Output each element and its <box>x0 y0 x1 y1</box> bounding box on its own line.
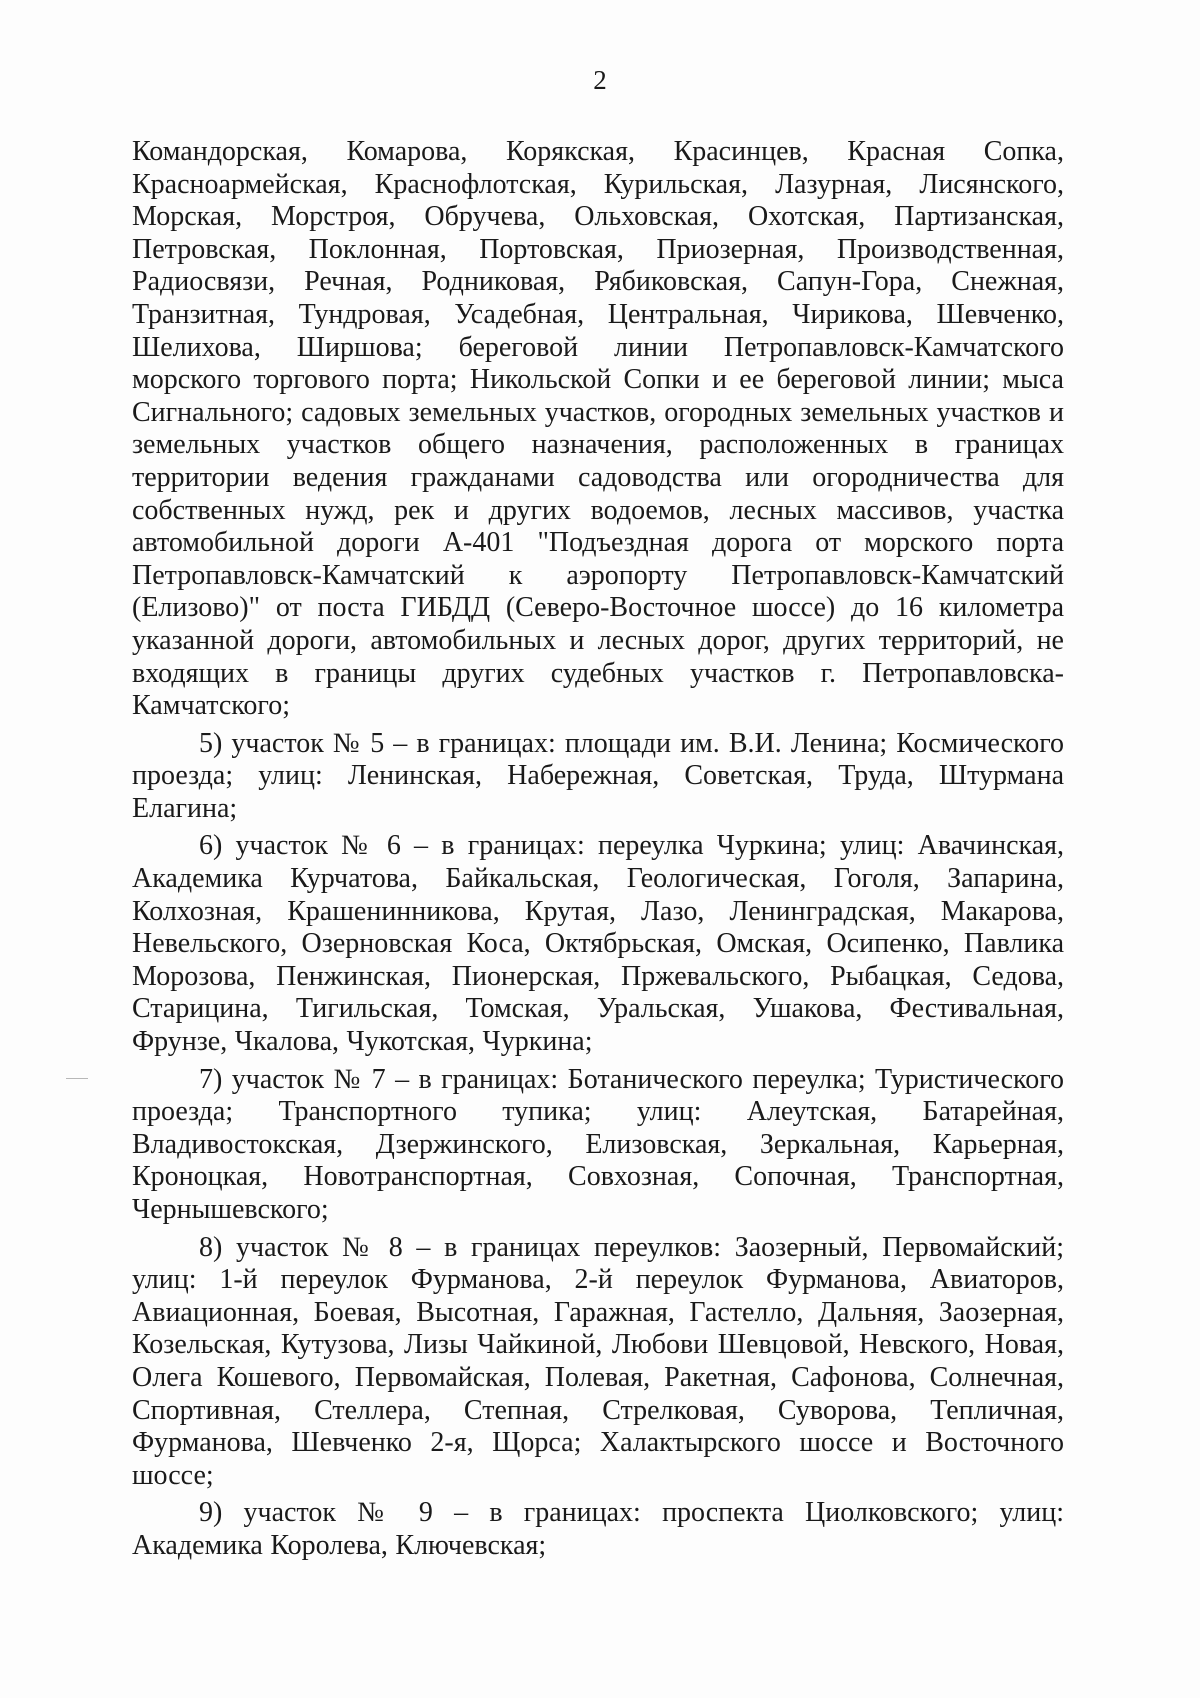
paragraph-district-8: 8) участок № 8 – в границах переулков: Заозерный, Первомайский; улиц: 1-й переулок Фурманова, 2-й переулок Фурманова, Авиаторов, Авиационная, Боевая, Высотная, Гаражная, Гастелло, Дальняя, Заозерная, Козельская, Кутузова, Лизы Чайкиной, Любови Шевцовой, Невского, Новая, Олега Кошевого, Первомайская, Полевая, Ракетная, Сафонова, Солнечная, Спортивная, Стеллера, Степная, Стрелковая, Суворова, Тепличная, Фурманова, Шевченко 2-я, Щорса; Халактырского шоссе и Восточного шоссе; <box>132 1231 1064 1491</box>
page-number: 2 <box>593 65 607 95</box>
paragraph-district-6: 6) участок № 6 – в границах: переулка Чуркина; улиц: Авачинская, Академика Курчатова, Байкальская, Геологическая, Гоголя, Запарина, Колхозная, Крашенинникова, Крутая, Лазо, Ленинградская, Макарова, Невельского, Озерновская Коса, Октябрьская, Омская, Осипенко, Павлика Морозова, Пенжинская, Пионерская, Пржевальского, Рыбацкая, Седова, Старицина, Тигильская, Томская, Уральская, Ушакова, Фестивальная, Фрунзе, Чкалова, Чукотская, Чуркина; <box>132 830 1064 1058</box>
paragraph-district-9: 9) участок № 9 – в границах: проспекта Циолковского; улиц: Академика Королева, Ключевская; <box>132 1497 1064 1561</box>
scan-artifact <box>66 1078 88 1079</box>
document-body <box>132 136 1064 1568</box>
paragraph-district-5: 5) участок № 5 – в границах: площади им. В.И. Ленина; Космического проезда; улиц: Ленинская, Набережная, Советская, Труда, Штурмана Елагина; <box>132 727 1064 824</box>
paragraph-district-7: 7) участок № 7 – в границах: Ботанического переулка; Туристического проезда; Транспортного тупика; улиц: Алеутская, Батарейная, Владивостокская, Дзержинского, Елизовская, Зеркальная, Карьерная, Кроноцкая, Новотранспортная, Совхозная, Сопочная, Транспортная, Чернышевского; <box>132 1063 1064 1225</box>
paragraph-continuation: Командорская, Комарова, Корякская, Красинцев, Красная Сопка, Красноармейская, Краснофлотская, Курильская, Лазурная, Лисянского, Морская, Морстроя, Обручева, Ольховская, Охотская, Партизанская, Петровская, Поклонная, Портовская, Приозерная, Производственная, Радиосвязи, Речная, Родниковая, Рябиковская, Сапун-Гора, Снежная, Транзитная, Тундровая, Усадебная, Центральная, Чирикова, Шевченко, Шелихова, Ширшова; береговой линии Петропавловск-Камчатского морского торгового порта; Никольской Сопки и ее береговой линии; мыса Сигнального; садовых земельных участков, огородных земельных участков и земельных участков общего назначения, расположенных в границах территории ведения гражданами садоводства или огородничества для собственных нужд, рек и других водоемов, лесных массивов, участка автомобильной дороги А-401 "Подъездная дорога от морского порта Петропавловск-Камчатский к аэропорту Петропавловск-Камчатский (Елизово)" от поста ГИБДД (Северо-Восточное шоссе) до 16 километра указанной дороги, автомобильных и лесных дорог, других территорий, не входящих в границы других судебных участков г. Петропавловска-Камчатского; <box>132 136 1064 722</box>
